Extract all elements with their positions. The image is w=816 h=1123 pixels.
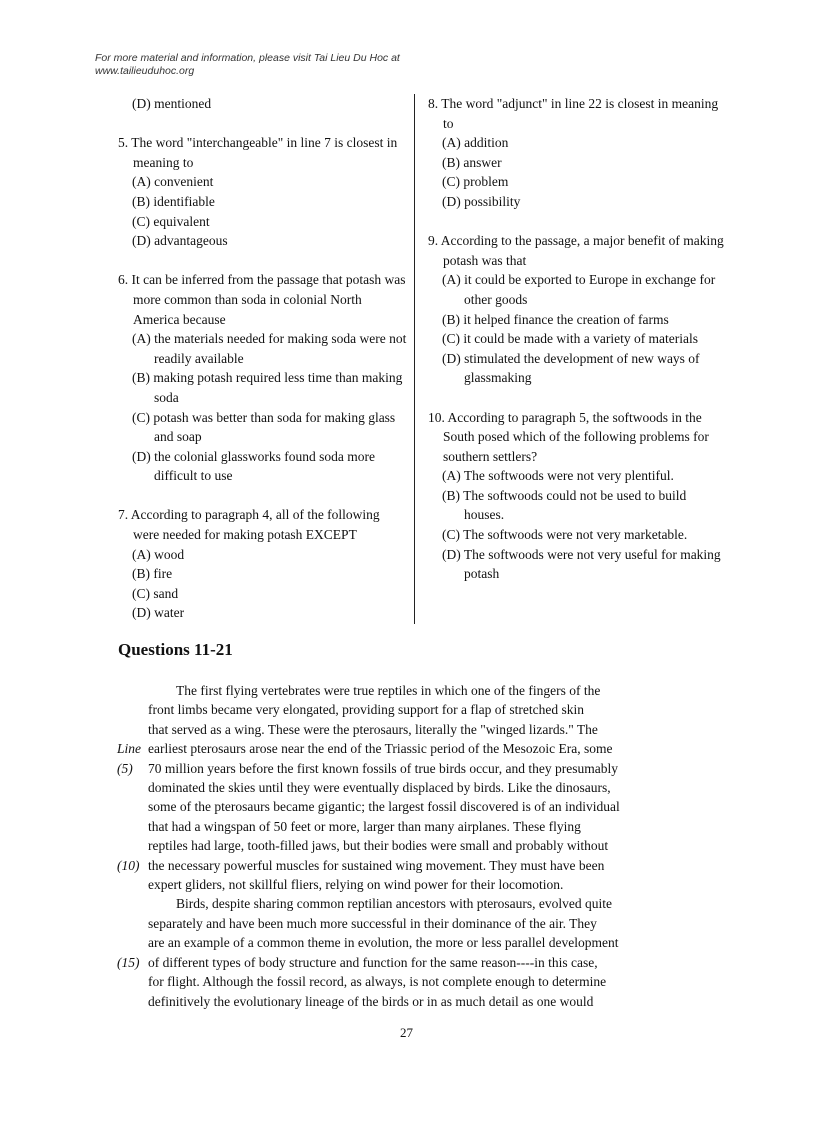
carryover-option <box>118 94 408 114</box>
answer-option: (C) it could be made with a variety of materials <box>442 331 699 347</box>
passage-line <box>148 972 638 991</box>
passage-line <box>148 817 638 836</box>
answer-option: (A) addition <box>442 135 509 151</box>
answer-option: (D) The softwoods were not very useful for making potash <box>442 546 721 582</box>
passage-line <box>148 700 638 719</box>
passage-line <box>148 720 638 739</box>
question-stem: 5. The word "interchangeable" in line 7 is closest in meaning to <box>118 135 398 170</box>
passage-text: are an example of a common theme in evolution, the more or less parallel development <box>148 935 619 951</box>
question-stem: 8. The word "adjunct" in line 22 is closest in meaning to <box>428 96 719 131</box>
reading-passage <box>117 681 638 1011</box>
question-1 <box>118 270 408 486</box>
question-0 <box>118 133 408 251</box>
passage-text: definitively the evolutionary lineage of the birds or in as much detail as one would <box>148 993 594 1009</box>
passage-line <box>148 914 638 933</box>
passage-text: the necessary powerful muscles for sustained wing movement. They must have been <box>148 857 605 873</box>
passage-line <box>148 681 638 700</box>
question-2 <box>428 408 728 584</box>
answer-option: (C) potash was better than soda for making glass and soap <box>132 409 396 445</box>
passage-text: front limbs became very elongated, providing support for a flap of stretched skin <box>148 702 585 718</box>
section-title: Questions 11-21 <box>118 640 233 659</box>
passage-text: Birds, despite sharing common reptilian ancestors with pterosaurs, evolved quite <box>176 896 613 912</box>
answer-option: (B) it helped finance the creation of farms <box>442 311 669 327</box>
passage-text: some of the pterosaurs became gigantic; the largest fossil discovered is of an individual <box>148 799 620 815</box>
question-0 <box>428 94 728 212</box>
question-1 <box>428 231 728 388</box>
question-stem: 6. It can be inferred from the passage that potash was more common than soda in colonial North America because <box>118 272 406 327</box>
passage-line <box>117 953 638 972</box>
question-2 <box>118 505 408 623</box>
passage-text: that served as a wing. These were the pterosaurs, literally the "winged lizards." The <box>148 721 598 737</box>
answer-option: (B) making potash required less time than making soda <box>132 370 403 405</box>
option: (D) mentioned <box>132 96 212 111</box>
passage-line <box>148 778 638 797</box>
passage-text: expert gliders, not skillful fliers, relying on wind power for their locomotion. <box>148 877 564 893</box>
answer-option: (A) wood <box>132 546 185 562</box>
passage-line <box>117 759 638 778</box>
line-number: (15) <box>117 954 140 970</box>
passage-text: earliest pterosaurs arose near the end of the Triassic period of the Mesozoic Era, some <box>148 741 613 757</box>
passage-text: of different types of body structure and function for the same reason----in this case, <box>148 954 598 970</box>
right-question-column <box>428 94 728 603</box>
header-url: www.tailieuduhoc.org <box>95 65 195 77</box>
passage-line <box>117 856 638 875</box>
passage-line <box>148 875 638 894</box>
passage-line <box>148 992 638 1011</box>
passage-line <box>148 836 638 855</box>
answer-option: (B) The softwoods could not be used to build houses. <box>442 487 687 523</box>
answer-option: (C) sand <box>132 585 179 601</box>
answer-option: (A) convenient <box>132 174 214 190</box>
question-stem: 7. According to paragraph 4, all of the following were needed for making potash EXCEPT <box>118 507 380 543</box>
answer-option: (D) water <box>132 605 185 621</box>
passage-line <box>148 894 638 913</box>
passage-text: dominated the skies until they were eventually displaced by birds. Like the dinosaurs, <box>148 780 611 796</box>
passage-text: for flight. Although the fossil record, as always, is not complete enough to determine <box>148 974 607 990</box>
answer-option: (D) stimulated the development of new ways of glassmaking <box>442 350 700 386</box>
header-line-1: For more material and information, please visit Tai Lieu Du Hoc at <box>95 52 400 64</box>
answer-option: (D) advantageous <box>132 233 228 249</box>
answer-option: (C) problem <box>442 174 509 190</box>
answer-option: (D) the colonial glassworks found soda more difficult to use <box>132 448 375 484</box>
answer-option: (A) The softwoods were not very plentiful. <box>442 468 674 484</box>
answer-option: (B) answer <box>442 154 502 170</box>
passage-text: reptiles had large, tooth-filled jaws, but their bodies were small and probably without <box>148 838 609 854</box>
answer-option: (B) identifiable <box>132 193 215 209</box>
passage-text: The first flying vertebrates were true reptiles in which one of the fingers of the <box>176 683 601 698</box>
left-question-column <box>118 94 408 643</box>
line-number: (10) <box>117 857 140 873</box>
passage-text: separately and have been much more successful in their dominance of the air. They <box>148 915 597 931</box>
page-header <box>95 52 400 78</box>
passage-line <box>148 797 638 816</box>
line-number: Line <box>117 741 142 757</box>
answer-option: (C) equivalent <box>132 213 210 229</box>
answer-option: (C) The softwoods were not very marketable. <box>442 527 688 543</box>
question-stem: 9. According to the passage, a major benefit of making potash was that <box>428 233 724 268</box>
answer-option: (B) fire <box>132 566 173 582</box>
page-number: 27 <box>400 1025 413 1040</box>
question-stem: 10. According to paragraph 5, the softwoods in the South posed which of the following problems for southern settlers? <box>428 409 709 464</box>
line-number: (5) <box>117 760 133 776</box>
passage-text: that had a wingspan of 50 feet or more, larger than many airplanes. These flying <box>148 818 581 834</box>
passage-line <box>117 739 638 758</box>
answer-option: (D) possibility <box>442 193 521 209</box>
column-divider <box>414 94 415 624</box>
answer-option: (A) the materials needed for making soda were not readily available <box>132 331 407 366</box>
passage-text: 70 million years before the first known fossils of true birds occur, and they presumably <box>148 760 618 776</box>
passage-line <box>148 933 638 952</box>
answer-option: (A) it could be exported to Europe in exchange for other goods <box>442 272 716 307</box>
